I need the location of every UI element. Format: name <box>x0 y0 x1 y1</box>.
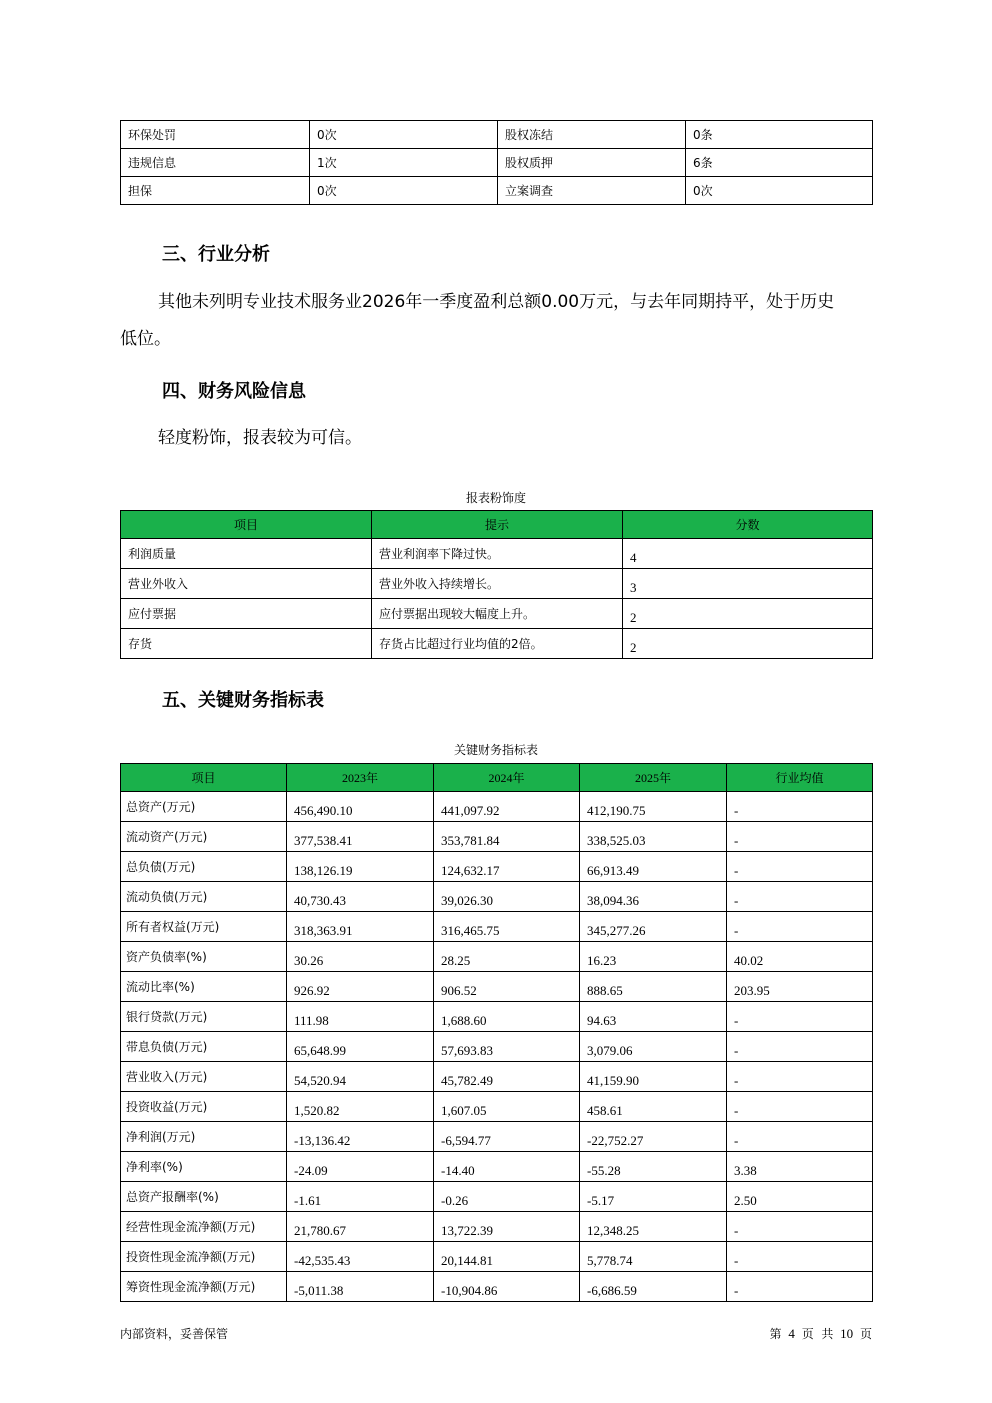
table-row <box>121 177 873 205</box>
indicator-name: 带息负债(万元) <box>121 1032 287 1062</box>
indicator-value: 45,782.49 <box>434 1062 580 1092</box>
indicator-name: 所有者权益(万元) <box>121 912 287 942</box>
table-row <box>121 149 873 177</box>
indicator-value: - <box>727 912 873 942</box>
risk-item: 应付票据 <box>121 599 372 629</box>
indicator-value: - <box>727 792 873 822</box>
financial-indicators-table <box>120 763 873 1302</box>
risk-table-caption: 报表粉饰度 <box>465 491 526 505</box>
indicator-value: -42,535.43 <box>287 1242 434 1272</box>
indicator-value: 13,722.39 <box>434 1212 580 1242</box>
section3-title: 三、行业分析 <box>162 244 270 265</box>
table-row <box>121 599 873 629</box>
table-row <box>121 1242 873 1272</box>
indicator-name: 流动负债(万元) <box>121 882 287 912</box>
indicator-value: 3.38 <box>727 1152 873 1182</box>
indicator-value: 41,159.90 <box>580 1062 727 1092</box>
indicator-value: - <box>727 852 873 882</box>
column-header: 2024年 <box>434 764 580 792</box>
section3-text-line2: 低位。 <box>120 329 171 349</box>
indicator-value: -1.61 <box>287 1182 434 1212</box>
indicator-value: 124,632.17 <box>434 852 580 882</box>
indicator-value: 377,538.41 <box>287 822 434 852</box>
indicator-name: 资产负债率(%) <box>121 942 287 972</box>
indicator-name: 总资产报酬率(%) <box>121 1182 287 1212</box>
table-row <box>121 539 873 569</box>
indicator-value: 30.26 <box>287 942 434 972</box>
item-label: 股权冻结 <box>498 121 686 149</box>
indicator-value: 54,520.94 <box>287 1062 434 1092</box>
fin-table-caption: 关键财务指标表 <box>453 743 538 757</box>
indicator-value: 12,348.25 <box>580 1212 727 1242</box>
indicator-value: -24.09 <box>287 1152 434 1182</box>
indicator-value: -0.26 <box>434 1182 580 1212</box>
table-row <box>121 1122 873 1152</box>
item-value: 1次 <box>310 149 498 177</box>
column-header: 项目 <box>121 764 287 792</box>
indicator-value: -10,904.86 <box>434 1272 580 1302</box>
table-row <box>121 852 873 882</box>
indicator-value: 38,094.36 <box>580 882 727 912</box>
indicator-value: -22,752.27 <box>580 1122 727 1152</box>
indicator-name: 流动资产(万元) <box>121 822 287 852</box>
table-row <box>121 121 873 149</box>
indicator-name: 营业收入(万元) <box>121 1062 287 1092</box>
section4-title: 四、财务风险信息 <box>162 381 306 402</box>
indicator-value: 203.95 <box>727 972 873 1002</box>
section4-text: 轻度粉饰，报表较为可信。 <box>158 428 362 448</box>
indicator-value: 94.63 <box>580 1002 727 1032</box>
table-row <box>121 1272 873 1302</box>
table-row <box>121 1182 873 1212</box>
page-label-mid: 页 共 <box>801 1327 834 1341</box>
indicator-value: 40.02 <box>727 942 873 972</box>
table-row <box>121 1032 873 1062</box>
indicator-value: 338,525.03 <box>580 822 727 852</box>
risk-item: 利润质量 <box>121 539 372 569</box>
indicator-value: 3,079.06 <box>580 1032 727 1062</box>
indicator-value: 40,730.43 <box>287 882 434 912</box>
item-value: 0次 <box>310 121 498 149</box>
item-label: 担保 <box>121 177 310 205</box>
table-row <box>121 1002 873 1032</box>
column-header: 2025年 <box>580 764 727 792</box>
indicator-name: 净利率(%) <box>121 1152 287 1182</box>
fin-table-header-row <box>121 764 873 792</box>
risk-score: 4 <box>623 539 873 569</box>
indicator-value: 28.25 <box>434 942 580 972</box>
table-row <box>121 629 873 659</box>
risk-table-header-row <box>121 511 873 539</box>
risk-score: 2 <box>623 599 873 629</box>
footer-page-number <box>770 1325 872 1342</box>
indicator-value: -6,686.59 <box>580 1272 727 1302</box>
risk-item: 存货 <box>121 629 372 659</box>
indicator-value: -6,594.77 <box>434 1122 580 1152</box>
page-label-prefix: 第 <box>769 1327 782 1341</box>
item-label: 立案调查 <box>498 177 686 205</box>
risk-score: 3 <box>623 569 873 599</box>
item-label: 环保处罚 <box>121 121 310 149</box>
indicator-value: 1,520.82 <box>287 1092 434 1122</box>
table-row <box>121 912 873 942</box>
indicator-value: 1,688.60 <box>434 1002 580 1032</box>
page-total: 10 <box>840 1326 854 1341</box>
item-value: 0次 <box>310 177 498 205</box>
indicator-value: 111.98 <box>287 1002 434 1032</box>
table-row <box>121 942 873 972</box>
indicator-value: - <box>727 1092 873 1122</box>
table-row <box>121 882 873 912</box>
table-row <box>121 792 873 822</box>
indicator-name: 总负债(万元) <box>121 852 287 882</box>
indicator-value: 66,913.49 <box>580 852 727 882</box>
indicator-value: - <box>727 1122 873 1152</box>
page-label-suffix: 页 <box>859 1327 872 1341</box>
indicator-value: - <box>727 1062 873 1092</box>
indicator-name: 筹资性现金流净额(万元) <box>121 1272 287 1302</box>
indicator-value: -13,136.42 <box>287 1122 434 1152</box>
indicator-value: 888.65 <box>580 972 727 1002</box>
indicator-value: 458.61 <box>580 1092 727 1122</box>
indicator-name: 投资收益(万元) <box>121 1092 287 1122</box>
table-row <box>121 972 873 1002</box>
page-current: 4 <box>788 1326 795 1341</box>
indicator-value: -55.28 <box>580 1152 727 1182</box>
risk-table <box>120 510 873 659</box>
indicator-value: 20,144.81 <box>434 1242 580 1272</box>
indicator-name: 银行贷款(万元) <box>121 1002 287 1032</box>
indicator-value: -14.40 <box>434 1152 580 1182</box>
indicator-name: 流动比率(%) <box>121 972 287 1002</box>
indicator-value: 412,190.75 <box>580 792 727 822</box>
indicator-value: 345,277.26 <box>580 912 727 942</box>
indicator-value: - <box>727 882 873 912</box>
column-header: 行业均值 <box>727 764 873 792</box>
penalty-info-table <box>120 120 873 205</box>
section3-text-line1: 其他未列明专业技术服务业2026年一季度盈利总额0.00万元，与去年同期持平，处于历史 <box>158 292 835 312</box>
indicator-name: 总资产(万元) <box>121 792 287 822</box>
indicator-value: 906.52 <box>434 972 580 1002</box>
column-header: 2023年 <box>287 764 434 792</box>
risk-score: 2 <box>623 629 873 659</box>
risk-hint: 营业利润率下降过快。 <box>372 539 623 569</box>
indicator-value: 138,126.19 <box>287 852 434 882</box>
column-header: 分数 <box>623 511 873 539</box>
indicator-value: 57,693.83 <box>434 1032 580 1062</box>
column-header: 提示 <box>372 511 623 539</box>
indicator-value: 926.92 <box>287 972 434 1002</box>
table-row <box>121 1062 873 1092</box>
indicator-value: 318,363.91 <box>287 912 434 942</box>
item-label: 违规信息 <box>121 149 310 177</box>
indicator-value: - <box>727 1002 873 1032</box>
indicator-value: 441,097.92 <box>434 792 580 822</box>
table-row <box>121 569 873 599</box>
indicator-value: - <box>727 1032 873 1062</box>
table-row <box>121 1152 873 1182</box>
indicator-name: 净利润(万元) <box>121 1122 287 1152</box>
footer-confidential: 内部资料，妥善保管 <box>120 1327 229 1341</box>
indicator-value: 316,465.75 <box>434 912 580 942</box>
indicator-value: - <box>727 1242 873 1272</box>
indicator-value: - <box>727 1272 873 1302</box>
indicator-value: 1,607.05 <box>434 1092 580 1122</box>
indicator-value: 21,780.67 <box>287 1212 434 1242</box>
indicator-name: 投资性现金流净额(万元) <box>121 1242 287 1272</box>
item-value: 6条 <box>686 149 873 177</box>
risk-hint: 存货占比超过行业均值的2倍。 <box>372 629 623 659</box>
column-header: 项目 <box>121 511 372 539</box>
item-value: 0条 <box>686 121 873 149</box>
table-row <box>121 1092 873 1122</box>
indicator-value: 2.50 <box>727 1182 873 1212</box>
indicator-name: 经营性现金流净额(万元) <box>121 1212 287 1242</box>
risk-hint: 营业外收入持续增长。 <box>372 569 623 599</box>
indicator-value: 39,026.30 <box>434 882 580 912</box>
item-label: 股权质押 <box>498 149 686 177</box>
indicator-value: 353,781.84 <box>434 822 580 852</box>
table-row <box>121 1212 873 1242</box>
indicator-value: - <box>727 1212 873 1242</box>
indicator-value: -5,011.38 <box>287 1272 434 1302</box>
risk-hint: 应付票据出现较大幅度上升。 <box>372 599 623 629</box>
indicator-value: - <box>727 822 873 852</box>
risk-item: 营业外收入 <box>121 569 372 599</box>
indicator-value: 456,490.10 <box>287 792 434 822</box>
item-value: 0次 <box>686 177 873 205</box>
indicator-value: 65,648.99 <box>287 1032 434 1062</box>
indicator-value: 5,778.74 <box>580 1242 727 1272</box>
section5-title: 五、关键财务指标表 <box>162 690 324 711</box>
indicator-value: 16.23 <box>580 942 727 972</box>
table-row <box>121 822 873 852</box>
indicator-value: -5.17 <box>580 1182 727 1212</box>
